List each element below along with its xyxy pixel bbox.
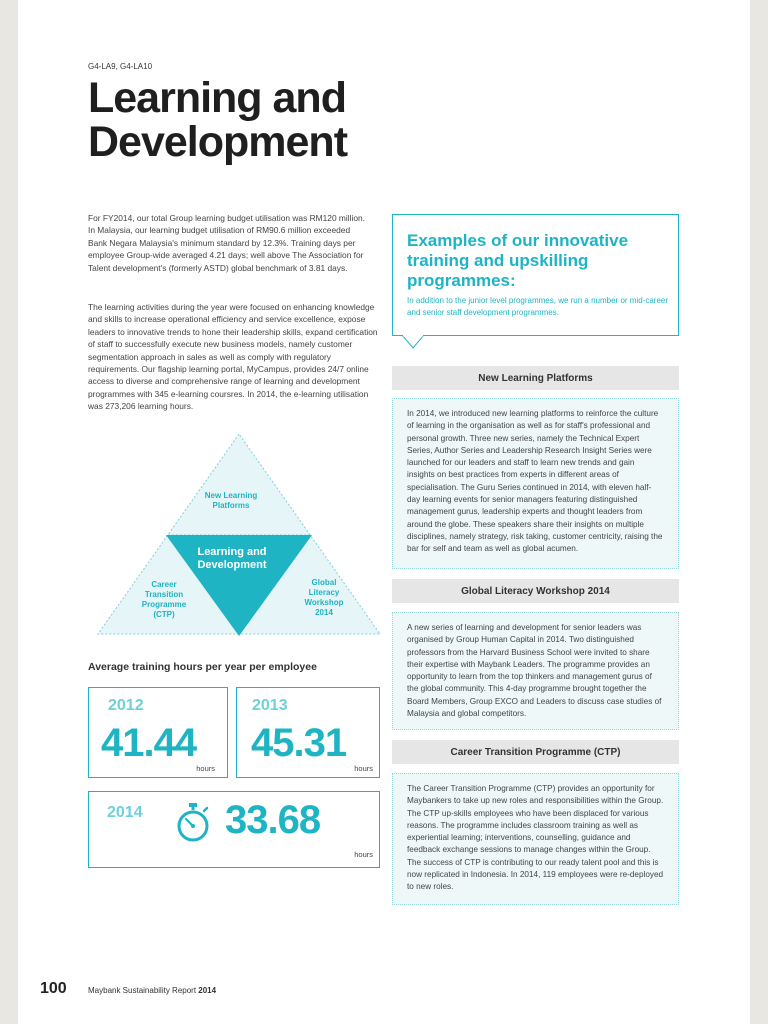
intro-paragraph: For FY2014, our total Group learning budget utilisation was RM120 million. In Malaysia, our learning budget utilisation of RM90.6 million exceeded Bank Negara Malaysia's minimum standard by 12.3%. Training days per employee Group-wide averaged 4.21 days; well above The Association for Talent development's (formerly ASTD) global benchmark of 3.81 days. (88, 213, 365, 273)
section-text-ctp: The Career Transition Programme (CTP) provides an opportunity for Maybankers to take up new roles and responsibilities within the Group. The CTP up-skills employees who have been displaced for various reasons. The programme includes classroom training as well as experiential learning; interventions, counselling, guidance and feedback exchange sessions to manage changes within the Group. The success of CTP is contributing to our ready talent pool and this is now replicated in Indonesia. In 2014, 119 employees were re-deployed to new roles. (392, 773, 679, 905)
stat-value: 45.31 (251, 721, 347, 765)
stopwatch-icon (175, 802, 211, 842)
section-text-global-literacy: A new series of learning and development for senior leaders was organised by Group Human Capital in 2014. Two distinguished professors from the Harvard Business School were invited to share their expertise with Maybank Leaders. The programme provides an opportunity to learn from the top thinkers and management gurus of the global community. This 4-day programme brought together the Board Members, Group EXCO and Leaders to discuss case studies of Malaysia and global competitors. (392, 612, 679, 730)
title-line-1: Learning and (88, 74, 346, 122)
training-hours-title: Average training hours per year per employee (88, 661, 317, 673)
report-page (18, 0, 750, 1024)
activities-paragraph: The learning activities during the year were focused on enhancing knowledge and skills to increase operational efficiency and service excellence, expose leaders to innovative trends to hone their leadership skills, expand certification of staff to successfully execute new business models, namely customer segmentation approach in sales as well as comply with regulatory requirements. Our flagship learning portal, MyCampus, provides 24/7 online access to diverse and comprehensive range of learning and development programmes with 345 e-learning coursres. In 2014, the e-learning utilisation was 273,206 learning hours. (88, 302, 378, 412)
stat-unit: hours (196, 764, 215, 773)
stat-box-2013 (236, 687, 380, 778)
stat-year: 2012 (108, 697, 144, 714)
gri-codes: G4-LA9, G4-LA10 (88, 62, 153, 71)
callout-tail (402, 335, 424, 349)
section-heading-new-learning-platforms: New Learning Platforms (392, 366, 679, 390)
triangle-label-left: Career Transition Programme (CTP) (141, 580, 187, 619)
stat-value: 33.68 (225, 798, 321, 842)
triangle-label-top: New Learning Platforms (204, 491, 258, 510)
page-number: 100 (40, 980, 67, 997)
stat-box-2012 (88, 687, 228, 778)
stat-unit: hours (354, 764, 373, 773)
section-text-new-learning-platforms: In 2014, we introduced new learning platforms to reinforce the culture of learning in the organisation as well as for staff's professional and personal growth. Three new series, namely the Technical Expert Series, Author Series and Leadership Research Insight Series were launched for our leaders and staff to learn new trends and gain insights on best practices from experts in different areas of specialisation. The Guru Series continued in 2014, with eleven half-day learning events for senior managers featuring distinguished management gurus, leadership experts and thought leaders from around the globe. These speakers share their insights on multiple disciplines, namely strategy, risk taking, customer centricity, raising the bar for self and team as well as global acumen. (392, 398, 679, 569)
callout-title: Examples of our innovative training and upskilling programmes: (407, 231, 629, 290)
stat-value: 41.44 (101, 721, 197, 765)
section-heading-global-literacy: Global Literacy Workshop 2014 (392, 579, 679, 603)
report-year: 2014 (198, 986, 217, 995)
stat-unit: hours (354, 850, 373, 859)
examples-callout (392, 214, 679, 336)
triangle-label-right: Global Literacy Workshop 2014 (304, 578, 344, 617)
page-title (88, 76, 408, 164)
footer-report-name (88, 986, 216, 995)
stat-box-2014 (88, 791, 380, 868)
callout-subtitle: In addition to the junior level programmes, we run a number or mid-career and senior staff development programmes. (407, 296, 669, 317)
report-name: Maybank Sustainability Report (88, 986, 199, 995)
stat-year: 2013 (252, 697, 288, 714)
section-heading-ctp: Career Transition Programme (CTP) (392, 740, 679, 764)
triangle-label-center: Learning and Development (197, 546, 267, 571)
title-line-2: Development (88, 118, 348, 166)
stat-year: 2014 (107, 804, 143, 821)
